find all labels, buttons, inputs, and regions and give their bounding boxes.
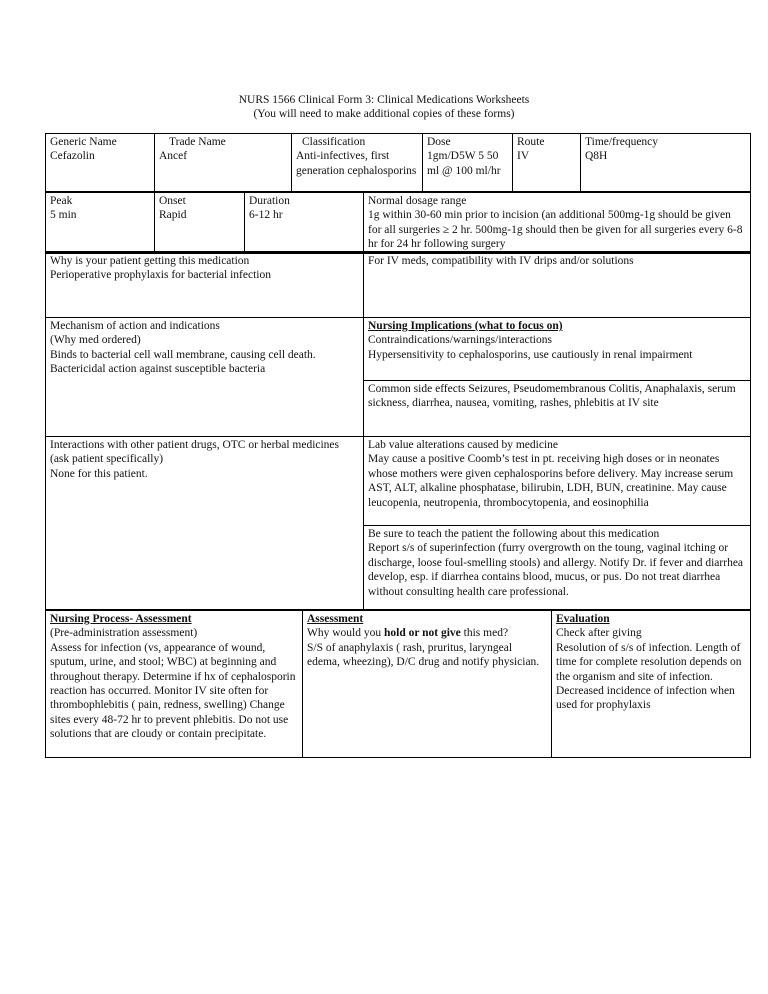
route-label: Route xyxy=(517,136,545,148)
trade-name-label: Trade Name xyxy=(169,136,226,148)
mechanism-label: Mechanism of action and indications xyxy=(50,320,220,332)
trade-name-cell xyxy=(155,134,292,192)
dose-label: Dose xyxy=(427,136,451,148)
onset-value: Rapid xyxy=(159,209,187,222)
evaluation-label: Evaluation xyxy=(556,613,610,625)
mechanism-sublabel: (Why med ordered) xyxy=(50,334,141,347)
why-value: Perioperative prophylaxis for bacterial infection xyxy=(50,269,271,282)
teach-label: Be sure to teach the patient the following about this medication xyxy=(368,528,660,540)
nursing-process-cell xyxy=(46,611,303,758)
interactions-cell xyxy=(46,437,364,610)
lab-values-label: Lab value alterations caused by medicine xyxy=(368,439,558,451)
dosage-range-label: Normal dosage range xyxy=(368,195,467,207)
generic-name-cell xyxy=(46,134,155,192)
interactions-label: Interactions with other patient drugs, OTC or herbal medicines (ask patient specifically) xyxy=(50,439,340,466)
onset-cell xyxy=(155,193,245,254)
dosage-range-value: 1g within 30-60 min prior to incision (an additional 500mg-1g should be given for all surgeries ≥ 2 hr. 500mg-1g should then be given for all surgeries every 6-8 hr for 24 hr following surgery xyxy=(368,209,743,251)
teach-cell xyxy=(364,526,751,610)
peak-label: Peak xyxy=(50,195,73,207)
nursing-process-label: Nursing Process- Assessment xyxy=(50,613,192,625)
assessment-value: S/S of anaphylaxis ( rash, pruritus, laryngeal edema, wheezing), D/C drug and notify physician. xyxy=(307,641,540,669)
classification-value: Anti-infectives, first generation cephalosporins xyxy=(296,150,417,177)
nursing-process-row xyxy=(45,610,751,758)
dosage-range-cell xyxy=(364,193,751,254)
assessment-question-bold: hold or not give xyxy=(383,627,461,640)
evaluation-sublabel: Check after giving xyxy=(556,627,642,640)
why-cell xyxy=(46,253,364,318)
side-effects-cell xyxy=(364,381,751,437)
why-label: Why is your patient getting this medication xyxy=(50,255,250,267)
interactions-value: None for this patient. xyxy=(50,467,148,480)
frequency-value: Q8H xyxy=(585,150,608,163)
route-value: IV xyxy=(517,150,530,163)
peak-cell xyxy=(46,193,155,254)
side-effects-value: Common side effects Seizures, Pseudomembranous Colitis, Anaphalaxis, serum sickness, diarrhea, nausea, vomiting, rashes, phlebitis at IV site xyxy=(368,383,736,410)
generic-name-label: Generic Name xyxy=(50,136,117,148)
lab-values-cell xyxy=(364,437,751,526)
assessment-label: Assessment xyxy=(307,613,364,625)
mechanism-line-2: Bactericidal action against susceptible bacteria xyxy=(50,363,266,376)
evaluation-cell xyxy=(552,611,751,758)
nursing-process-value: Assess for infection (vs, appearance of wound, sputum, urine, and stool; WBC) at beginning and throughout therapy. Determine if hx of cephalosporin reaction has occurred. Monitor IV site often for thrombophlebitis ( pain, redness, swelling) Change sites every 48-72 hr to prevent phlebitis. Do not use solutions that are cloudy or contain precipitate. xyxy=(50,641,296,741)
nursing-process-sublabel: (Pre-administration assessment) xyxy=(50,627,198,640)
duration-label: Duration xyxy=(249,195,290,207)
peak-value: 5 min xyxy=(50,209,77,222)
onset-label: Onset xyxy=(159,195,186,207)
dose-value: 1gm/D5W 5 50 ml @ 100 ml/hr xyxy=(427,150,501,177)
middle-section xyxy=(45,252,751,610)
trade-name-value: Ancef xyxy=(159,150,188,163)
teach-value: Report s/s of superinfection (furry overgrowth on the toung, vaginal itching or discharge, loose foul-smelling stools) and allergy. Notify Dr. if fever and diarrhea develop, esp. if diarrhea contains blood, mucus, or pus. Do not treat diarrhea without consulting health care professional. xyxy=(368,542,744,598)
frequency-cell xyxy=(581,134,751,192)
assessment-question-pre: Why would you xyxy=(307,627,384,640)
implications-cell xyxy=(364,318,751,381)
classification-label: Classification xyxy=(302,136,366,148)
iv-compatibility-cell xyxy=(364,253,751,318)
duration-cell xyxy=(245,193,364,254)
duration-value: 6-12 hr xyxy=(249,209,283,222)
route-cell xyxy=(513,134,581,192)
generic-name-value: Cefazolin xyxy=(50,150,95,163)
form-subtitle: (You will need to make additional copies of these forms) xyxy=(253,108,515,120)
lab-values-value: May cause a positive Coomb’s test in pt. receiving high doses or in neonates whose mothers were given cephalosporins before delivery. May increase serum AST, ALT, alkaline phosphatase, bilirubin, LDH, BUN, creatinine. May cause leucopenia, neutropenia, thrombocytopenia, and eosinophilia xyxy=(368,453,734,509)
implications-value: Hypersensitivity to cephalosporins, use cautiously in renal impairment xyxy=(368,348,693,361)
implications-sublabel: Contraindications/warnings/interactions xyxy=(368,334,552,347)
assessment-question-post: this med? xyxy=(460,627,509,640)
drug-info-row xyxy=(45,133,751,192)
dose-cell xyxy=(423,134,513,192)
classification-cell xyxy=(292,134,423,192)
implications-label: Nursing Implications (what to focus on) xyxy=(368,320,563,332)
iv-compatibility-label: For IV meds, compatibility with IV drips and/or solutions xyxy=(368,255,634,267)
frequency-label: Time/frequency xyxy=(585,136,659,148)
form-title: NURS 1566 Clinical Form 3: Clinical Medications Worksheets xyxy=(238,94,530,106)
kinetics-row xyxy=(45,192,751,252)
mechanism-line-1: Binds to bacterial cell wall membrane, causing cell death. xyxy=(50,348,316,361)
evaluation-value: Resolution of s/s of infection. Length of time for complete resolution depends on the organism and site of infection. Decreased incidence of infection when used for prophylaxis xyxy=(556,641,742,712)
mechanism-cell xyxy=(46,318,364,437)
assessment-question xyxy=(307,626,547,640)
assessment-cell xyxy=(303,611,552,758)
